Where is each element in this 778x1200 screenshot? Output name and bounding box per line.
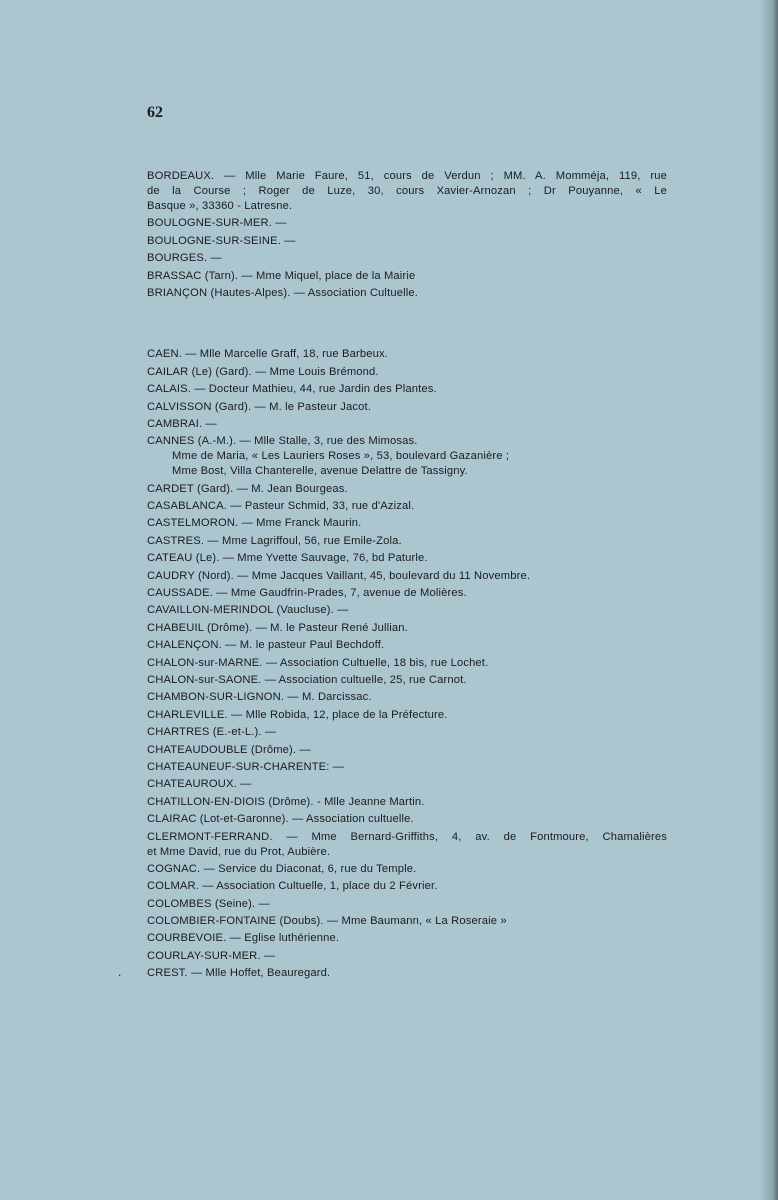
entry-line: COURBEVOIE. — Eglise luthérienne. bbox=[147, 932, 340, 945]
directory-entry bbox=[147, 743, 667, 758]
directory-entry bbox=[147, 862, 667, 877]
entry-line: Basque », 33360 - Latresne. bbox=[147, 200, 293, 212]
directory-entry bbox=[147, 400, 667, 415]
entry-line: CAUDRY (Nord). — Mme Jacques Vaillant, 45, boulevard du 11 Novembre. bbox=[147, 569, 531, 582]
entry-indented-line: Mme de Maria, « Les Lauriers Roses », 53, boulevard Gazanière ; bbox=[172, 450, 510, 463]
directory-entry bbox=[147, 516, 667, 531]
entry-line: BOURGES. — bbox=[147, 252, 222, 265]
entry-line: CALVISSON (Gard). — M. le Pasteur Jacot. bbox=[147, 400, 372, 413]
page-edge-shadow bbox=[760, 0, 778, 1200]
entry-line: BOULOGNE-SUR-SEINE. — bbox=[147, 234, 296, 247]
directory-entry bbox=[147, 777, 667, 792]
directory-entry bbox=[147, 812, 667, 827]
section-c-entries bbox=[147, 347, 667, 981]
directory-entry bbox=[147, 879, 667, 894]
directory-entry bbox=[147, 621, 667, 636]
entry-line: CATEAU (Le). — Mme Yvette Sauvage, 76, bd Paturle. bbox=[147, 552, 428, 565]
entry-line: CAUSSADE. — Mme Gaudfrin-Prades, 7, avenue de Molières. bbox=[147, 587, 467, 600]
entry-line: CAILAR (Le) (Gard). — Mme Louis Brémond. bbox=[147, 365, 379, 378]
entry-line: CASTRES. — Mme Lagriffoul, 56, rue Emile-Zola. bbox=[147, 534, 402, 547]
directory-entry bbox=[147, 673, 667, 688]
entry-line: CHALENÇON. — M. le pasteur Paul Bechdoff. bbox=[147, 639, 385, 652]
entry-line: CASABLANCA. — Pasteur Schmid, 33, rue d'Azizal. bbox=[147, 500, 415, 513]
entry-line: CAEN. — Mlle Marcelle Graff, 18, rue Barbeux. bbox=[147, 348, 388, 361]
directory-entry bbox=[147, 234, 667, 249]
directory-entry bbox=[147, 603, 667, 618]
entry-line: CLAIRAC (Lot-et-Garonne). — Association cultuelle. bbox=[147, 813, 414, 826]
entry-line: CAMBRAI. — bbox=[147, 417, 217, 430]
entry-line: BORDEAUX. — Mlle Marie Faure, 51, cours de Verdun ; MM. A. Momméja, 119, rue bbox=[147, 170, 667, 182]
entry-line: de la Course ; Roger de Luze, 30, cours Xavier-Arnozan ; Dr Pouyanne, « Le bbox=[147, 185, 667, 197]
entry-line: CHALON-sur-MARNE. — Association Cultuelle, 18 bis, rue Lochet. bbox=[147, 656, 489, 669]
directory-entry bbox=[147, 286, 667, 301]
entry-line: CHATEAUDOUBLE (Drôme). — bbox=[147, 743, 311, 756]
directory-entry bbox=[147, 725, 667, 740]
entry-line: CALAIS. — Docteur Mathieu, 44, rue Jardin des Plantes. bbox=[147, 383, 437, 396]
directory-entry bbox=[147, 365, 667, 380]
entry-line: CARDET (Gard). — M. Jean Bourgeas. bbox=[147, 482, 348, 495]
entry-line: CHAMBON-SUR-LIGNON. — M. Darcissac. bbox=[147, 691, 372, 704]
directory-entry bbox=[147, 638, 667, 653]
entry-indented-line: Mme Bost, Villa Chanterelle, avenue Delattre de Tassigny. bbox=[172, 465, 468, 478]
entry-line: COURLAY-SUR-MER. — bbox=[147, 949, 276, 962]
directory-entry bbox=[147, 482, 667, 497]
directory-entry bbox=[147, 708, 667, 723]
directory-entry bbox=[147, 499, 667, 514]
entry-line: et Mme David, rue du Prot, Aubière. bbox=[147, 845, 331, 858]
entry-line: CHALON-sur-SAONE. — Association cultuelle, 25, rue Carnot. bbox=[147, 673, 467, 686]
directory-list bbox=[147, 169, 667, 984]
directory-entry bbox=[147, 534, 667, 549]
directory-entry bbox=[147, 251, 667, 266]
directory-entry bbox=[147, 569, 667, 584]
directory-entry bbox=[147, 269, 667, 284]
directory-entry bbox=[147, 656, 667, 671]
directory-entry bbox=[147, 417, 667, 432]
directory-entry bbox=[147, 169, 667, 214]
page-number: 62 bbox=[147, 104, 163, 121]
directory-entry bbox=[147, 795, 667, 810]
section-gap bbox=[147, 303, 667, 347]
entry-line: CREST. — Mlle Hoffet, Beauregard. bbox=[147, 967, 331, 980]
directory-entry bbox=[147, 216, 667, 231]
directory-entry bbox=[147, 586, 667, 601]
entry-line: BRASSAC (Tarn). — Mme Miquel, place de la Mairie bbox=[147, 269, 416, 282]
entry-line: CHATILLON-EN-DIOIS (Drôme). - Mlle Jeanne Martin. bbox=[147, 795, 425, 808]
entry-line: CASTELMORON. — Mme Franck Maurin. bbox=[147, 517, 362, 530]
entry-line: CHATEAUNEUF-SUR-CHARENTE: — bbox=[147, 760, 345, 773]
entry-line: CANNES (A.-M.). — Mlle Stalle, 3, rue des Mimosas. bbox=[147, 435, 418, 448]
entry-line: COLOMBIER-FONTAINE (Doubs). — Mme Baumann, « La Roseraie » bbox=[147, 915, 507, 928]
directory-entry bbox=[147, 914, 667, 929]
entry-line: BOULOGNE-SUR-MER. — bbox=[147, 217, 287, 230]
entry-line: CAVAILLON-MERINDOL (Vaucluse). — bbox=[147, 604, 349, 617]
entry-line: COGNAC. — Service du Diaconat, 6, rue du Temple. bbox=[147, 862, 417, 875]
entry-line: CHABEUIL (Drôme). — M. le Pasteur René Jullian. bbox=[147, 621, 408, 634]
directory-entry bbox=[147, 949, 667, 964]
directory-entry bbox=[147, 347, 667, 362]
entry-line: CHATEAUROUX. — bbox=[147, 778, 252, 791]
directory-entry bbox=[147, 931, 667, 946]
entry-line: BRIANÇON (Hautes-Alpes). — Association Cultuelle. bbox=[147, 286, 418, 299]
section-b-entries bbox=[147, 169, 667, 301]
margin-mark: . bbox=[118, 965, 122, 979]
entry-line: COLMAR. — Association Cultuelle, 1, place du 2 Février. bbox=[147, 880, 438, 893]
entry-line: CLERMONT-FERRAND. — Mme Bernard-Griffiths, 4, av. de Fontmoure, Chamalières bbox=[147, 830, 667, 843]
directory-entry bbox=[147, 382, 667, 397]
directory-entry bbox=[147, 690, 667, 705]
directory-entry bbox=[147, 434, 667, 479]
entry-line: COLOMBES (Seine). — bbox=[147, 897, 270, 910]
entry-line: CHARLEVILLE. — Mlle Robida, 12, place de la Préfecture. bbox=[147, 708, 448, 721]
entry-line: CHARTRES (E.-et-L.). — bbox=[147, 726, 277, 739]
directory-entry bbox=[147, 966, 667, 981]
directory-entry bbox=[147, 551, 667, 566]
directory-entry bbox=[147, 830, 667, 860]
directory-entry bbox=[147, 760, 667, 775]
directory-entry bbox=[147, 897, 667, 912]
